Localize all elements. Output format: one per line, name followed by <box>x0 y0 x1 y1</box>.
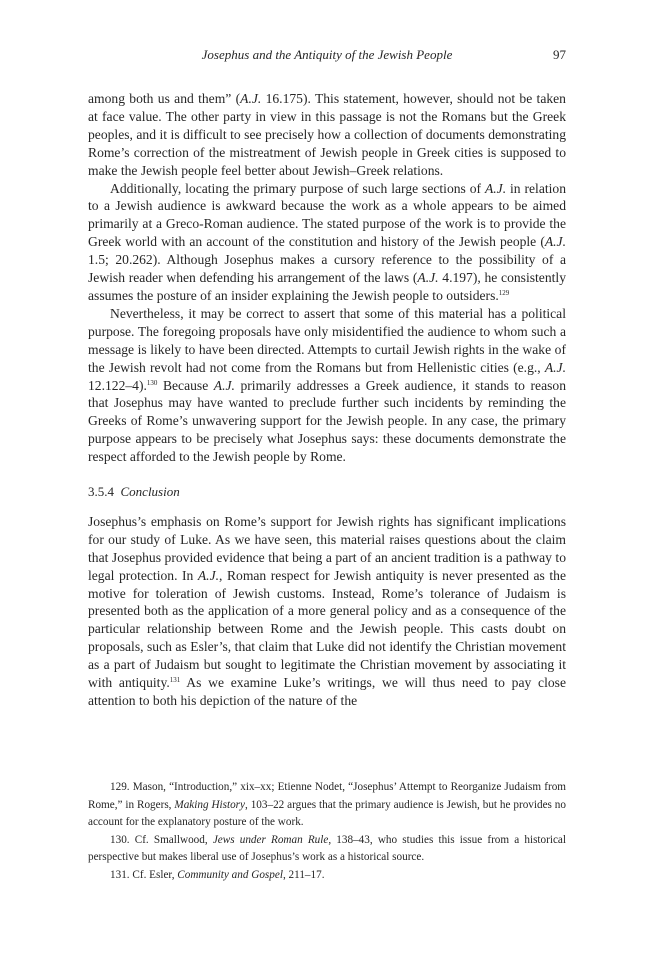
footnote-marker: 129 <box>498 288 510 297</box>
text-run: 16.175). This statement, however, should not be taken at face value. The other party in view in this passage is not the Romans but the Greek peoples, and it is difficult to see precisely how a collection of documents demonstrating Rome’s correction of the mistreatment of Jewish people in Greek cities is supposed to make the Jewish people feel better about Jewish–Greek relations. <box>88 91 566 178</box>
footnote-marker: 130 <box>146 378 158 387</box>
body-paragraph <box>88 90 566 180</box>
text-run: 4.197), he consistently assumes the posture of an insider explaining the Jewish people to outsiders. <box>88 270 566 303</box>
section-title: Conclusion <box>120 484 180 500</box>
body-text <box>88 90 566 710</box>
text-run: , 103–22 argues that the primary audience is Jewish, but he provides no account for the explanatory posture of the work. <box>88 798 566 829</box>
running-head <box>88 45 566 65</box>
footnote <box>88 832 566 867</box>
footnotes <box>88 779 566 885</box>
text-run: Josephus’s emphasis on Rome’s support for Jewish rights has significant implications for our study of Luke. As we have seen, this material raises questions about the claim that Josephus provided evidence that being a part of an ancient tradition is a pathway to legal protection. In <box>88 513 566 583</box>
page-number: 97 <box>553 47 566 62</box>
italic-text: Making History <box>174 798 246 811</box>
footnote-marker: 131 <box>169 676 181 685</box>
text-run: As we examine Luke’s writings, we will thus need to pay close attention to both his depiction of the nature of the <box>88 675 566 708</box>
text-run: Nevertheless, it may be correct to assert that some of this material has a political purpose. The foregoing proposals have only misidentified the audience to whom such a message is likely to have been directed. Attempts to curtail Jewish rights in the wake of the Jewish revolt had not come from the Romans but from Hellenistic cities (e.g., <box>88 305 566 375</box>
italic-text: Jews under Roman Rule <box>212 833 329 846</box>
text-run: 1.5; 20.262). Although Josephus makes a cursory reference to the possibility of a Jewish reader when defending his arrangement of the laws ( <box>88 252 566 286</box>
text-run: Because <box>157 377 214 393</box>
text-run: 130. Cf. Smallwood, <box>110 833 213 846</box>
text-run: Additionally, locating the primary purpose of such large sections of <box>110 180 485 196</box>
italic-text: A.J. <box>240 91 262 106</box>
text-run: in relation to a Jewish audience is awkward because the work as a whole appears to be aimed primarily at a Greco-Roman audience. The stated purpose of the work is to provide the Greek world with an account of the constitution and history of the Jewish people ( <box>88 180 566 250</box>
italic-text: A.J. <box>544 359 566 375</box>
italic-text: A.J. <box>213 377 235 393</box>
text-run: primarily addresses a Greek audience, it stands to reason that Josephus may have wanted to preclude further such incidents by reminding the Greeks of Rome’s unwavering support for the Jewish people. In any case, the primary purpose appears to be precisely what Josephus says: these documents demonstrate the respect afforded to the Jewish people by Rome. <box>88 377 566 465</box>
italic-text: A.J. <box>484 180 507 196</box>
italic-text: Community and Gospel <box>177 868 283 881</box>
text-run: 131. Cf. Esler, <box>110 868 178 881</box>
section-heading <box>88 483 566 501</box>
italic-text: A.J. <box>197 567 220 583</box>
text-run: 129. Mason, “Introduction,” xix–xx; Etienne Nodet, “Josephus’ Attempt to Reorganize Judaism from Rome,” in Rogers, <box>88 781 566 811</box>
paragraphs-before-section <box>88 90 566 466</box>
body-paragraph <box>88 305 566 466</box>
text-run: 12.122–4). <box>88 377 147 393</box>
body-paragraph <box>88 180 566 305</box>
text-run: , 138–43, who studies this issue from a historical perspective but makes liberal use of Josephus’s work as a historical source. <box>88 833 567 864</box>
section-paragraphs <box>88 513 566 710</box>
section-number: 3.5.4 <box>88 484 114 500</box>
italic-text: A.J. <box>544 234 566 250</box>
running-title: Josephus and the Antiquity of the Jewish People <box>201 47 453 62</box>
body-paragraph <box>88 513 566 710</box>
footnote <box>88 779 566 832</box>
text-run: , 211–17. <box>282 868 325 881</box>
footnote <box>88 867 566 885</box>
italic-text: A.J. <box>417 270 439 286</box>
text-run: , Roman respect for Jewish antiquity is never presented as the motive for toleration of Jewish customs. Instead, Rome’s tolerance of Judaism is presented both as the application of a more general policy and as a consequence of the particular relationship between Rome and the Jewish people. This casts doubt on proposals, such as Esler’s, that claim that Luke did not identify the Christian movement as a part of Judaism but sought to legitimate the Christian movement by associating it with antiquity. <box>88 567 566 691</box>
text-run: among both us and them” ( <box>88 91 241 106</box>
